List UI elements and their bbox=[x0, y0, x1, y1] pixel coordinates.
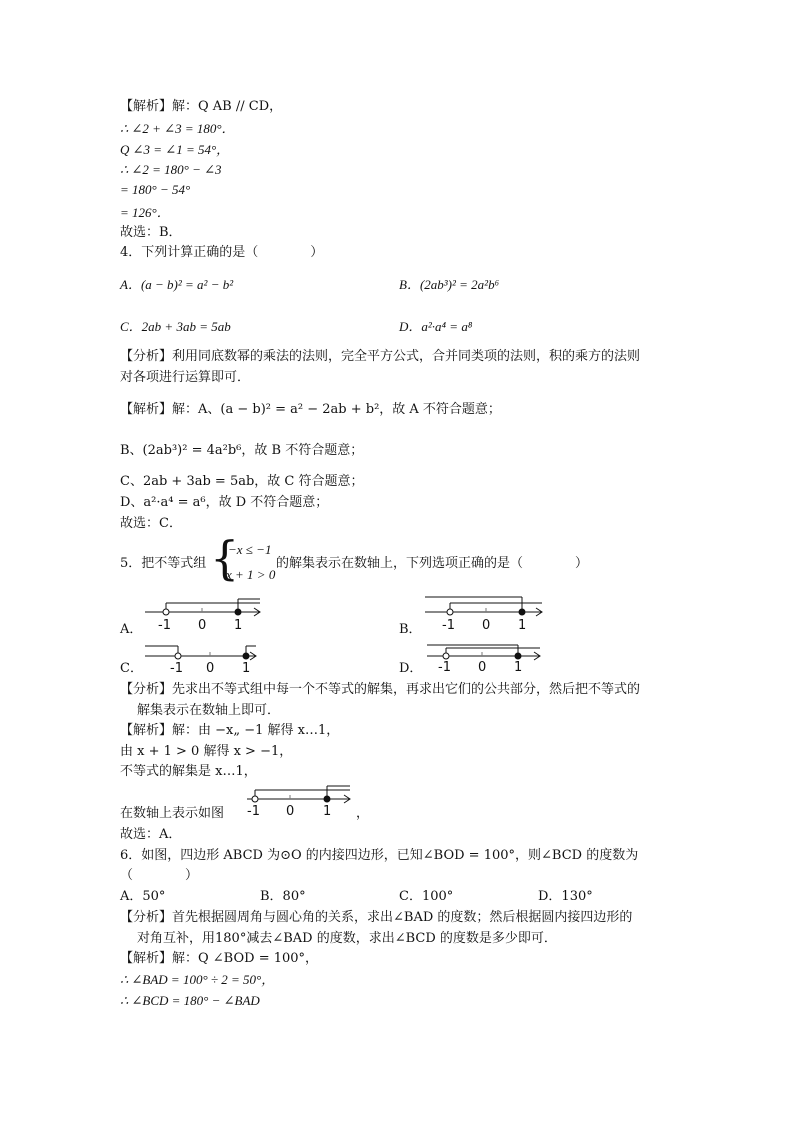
q5-solution-3: 不等式的解集是 x…1， bbox=[120, 764, 257, 779]
q4-option-d: D．a²·a⁴ = a⁸ bbox=[399, 319, 473, 334]
tick-label-0: 0 bbox=[478, 660, 487, 674]
q5-solution-4-tail: ， bbox=[356, 806, 370, 821]
analysis-line: ∴ ∠2 + ∠3 = 180°． bbox=[120, 121, 235, 136]
q5-analysis-2: 解集表示在数轴上即可． bbox=[137, 703, 281, 718]
tick-label-minus1: -1 bbox=[247, 804, 260, 819]
q5-solution-2: 由 x + 1 > 0 解得 x > −1， bbox=[120, 744, 293, 759]
number-line-a bbox=[142, 598, 266, 636]
q4-solution-1: 【解析】解：A、(a − b)² = a² − 2ab + b²，故 A 不符合题意； bbox=[120, 402, 501, 417]
q5-solution-1: 【解析】解：由 −x„ −1 解得 x…1， bbox=[120, 723, 340, 738]
q6-analysis-1: 【分析】首先根据圆周角与圆心角的关系，求出∠BAD 的度数；然后根据圆内接四边形的 bbox=[120, 910, 633, 925]
question-6-stem: 6．如图，四边形 ABCD 为⊙O 的内接四边形，已知∠BOD = 100°，则∠BCD 的度数为 bbox=[120, 848, 639, 863]
number-line-d bbox=[424, 644, 546, 674]
analysis-line: = 126°． bbox=[120, 205, 170, 220]
q6-solution-2: ∴ ∠BAD = 100° ÷ 2 = 50°， bbox=[120, 972, 275, 987]
question-5-stem-post: 的解集表示在数轴上，下列选项正确的是（ ） bbox=[276, 556, 589, 571]
tick-label-minus1: -1 bbox=[170, 661, 183, 676]
analysis-line: Q ∠3 = ∠1 = 54°， bbox=[120, 142, 230, 157]
tick-label-minus1: -1 bbox=[158, 618, 171, 633]
q5-option-c-label: C． bbox=[120, 661, 143, 676]
q4-answer: 故选：C． bbox=[120, 516, 182, 531]
tick-label-1: 1 bbox=[323, 804, 332, 819]
q4-option-b: B．(2ab³)² = 2a²b⁶ bbox=[399, 277, 500, 292]
number-line-c bbox=[142, 642, 262, 676]
q6-analysis-2: 对角互补，用180°减去∠BAD 的度数，求出∠BCD 的度数是多少即可． bbox=[137, 931, 557, 946]
q5-option-d-label: D． bbox=[399, 661, 423, 676]
q6-option-d: D．130° bbox=[538, 889, 593, 904]
q4-analysis-2: 对各项进行运算即可． bbox=[120, 370, 251, 385]
inequality-1: −x ≤ −1 bbox=[228, 542, 272, 557]
question-6-paren: （ ） bbox=[120, 868, 199, 883]
q6-option-b: B．80° bbox=[260, 889, 306, 904]
number-line-solution bbox=[244, 785, 356, 819]
number-line-b bbox=[422, 594, 548, 634]
answer-line: 故选：B． bbox=[120, 225, 182, 240]
tick-label-0: 0 bbox=[198, 618, 207, 633]
q4-option-c: C．2ab + 3ab = 5ab bbox=[120, 319, 231, 334]
tick-label-1: 1 bbox=[242, 661, 251, 676]
q6-solution-3: ∴ ∠BCD = 180° − ∠BAD bbox=[120, 993, 260, 1008]
q4-analysis-1: 【分析】利用同底数幂的乘法的法则，完全平方公式，合并同类项的法则，积的乘方的法则 bbox=[120, 349, 641, 364]
q5-answer: 故选：A． bbox=[120, 827, 182, 842]
q4-option-a: A．(a − b)² = a² − b² bbox=[120, 277, 234, 292]
tick-label-1: 1 bbox=[518, 618, 527, 633]
q4-solution-4: D、a²·a⁴ = a⁶，故 D 不符合题意； bbox=[120, 495, 329, 510]
tick-label-1: 1 bbox=[514, 660, 523, 674]
tick-label-0: 0 bbox=[482, 618, 491, 633]
q6-solution-1: 【解析】解：Q ∠BOD = 100°， bbox=[120, 951, 319, 966]
analysis-line: = 180° − 54° bbox=[120, 182, 191, 197]
analysis-line: 【解析】解：Q AB // CD， bbox=[120, 99, 283, 114]
analysis-line: ∴ ∠2 = 180° − ∠3 bbox=[120, 162, 222, 177]
inequality-2: x + 1 > 0 bbox=[226, 567, 276, 582]
tick-label-0: 0 bbox=[206, 661, 215, 676]
q4-solution-3: C、2ab + 3ab = 5ab，故 C 符合题意； bbox=[120, 474, 364, 489]
q5-solution-4: 在数轴上表示如图 bbox=[120, 806, 225, 821]
q4-solution-2: B、(2ab³)² = 4a²b⁶，故 B 不符合题意； bbox=[120, 443, 364, 458]
tick-label-minus1: -1 bbox=[438, 660, 451, 674]
system-brace: { bbox=[210, 531, 240, 585]
q5-analysis-1: 【分析】先求出不等式组中每一个不等式的解集，再求出它们的公共部分，然后把不等式的 bbox=[120, 682, 641, 697]
tick-label-1: 1 bbox=[234, 618, 243, 633]
tick-label-0: 0 bbox=[286, 804, 295, 819]
q6-option-c: C．100° bbox=[399, 889, 454, 904]
q5-option-a-label: A． bbox=[120, 622, 143, 637]
question-5-stem-pre: 5．把不等式组 bbox=[120, 556, 207, 571]
q6-option-a: A．50° bbox=[120, 889, 166, 904]
tick-label-minus1: -1 bbox=[442, 618, 455, 633]
question-4-stem: 4．下列计算正确的是（ ） bbox=[120, 245, 324, 260]
q5-option-b-label: B． bbox=[399, 622, 422, 637]
